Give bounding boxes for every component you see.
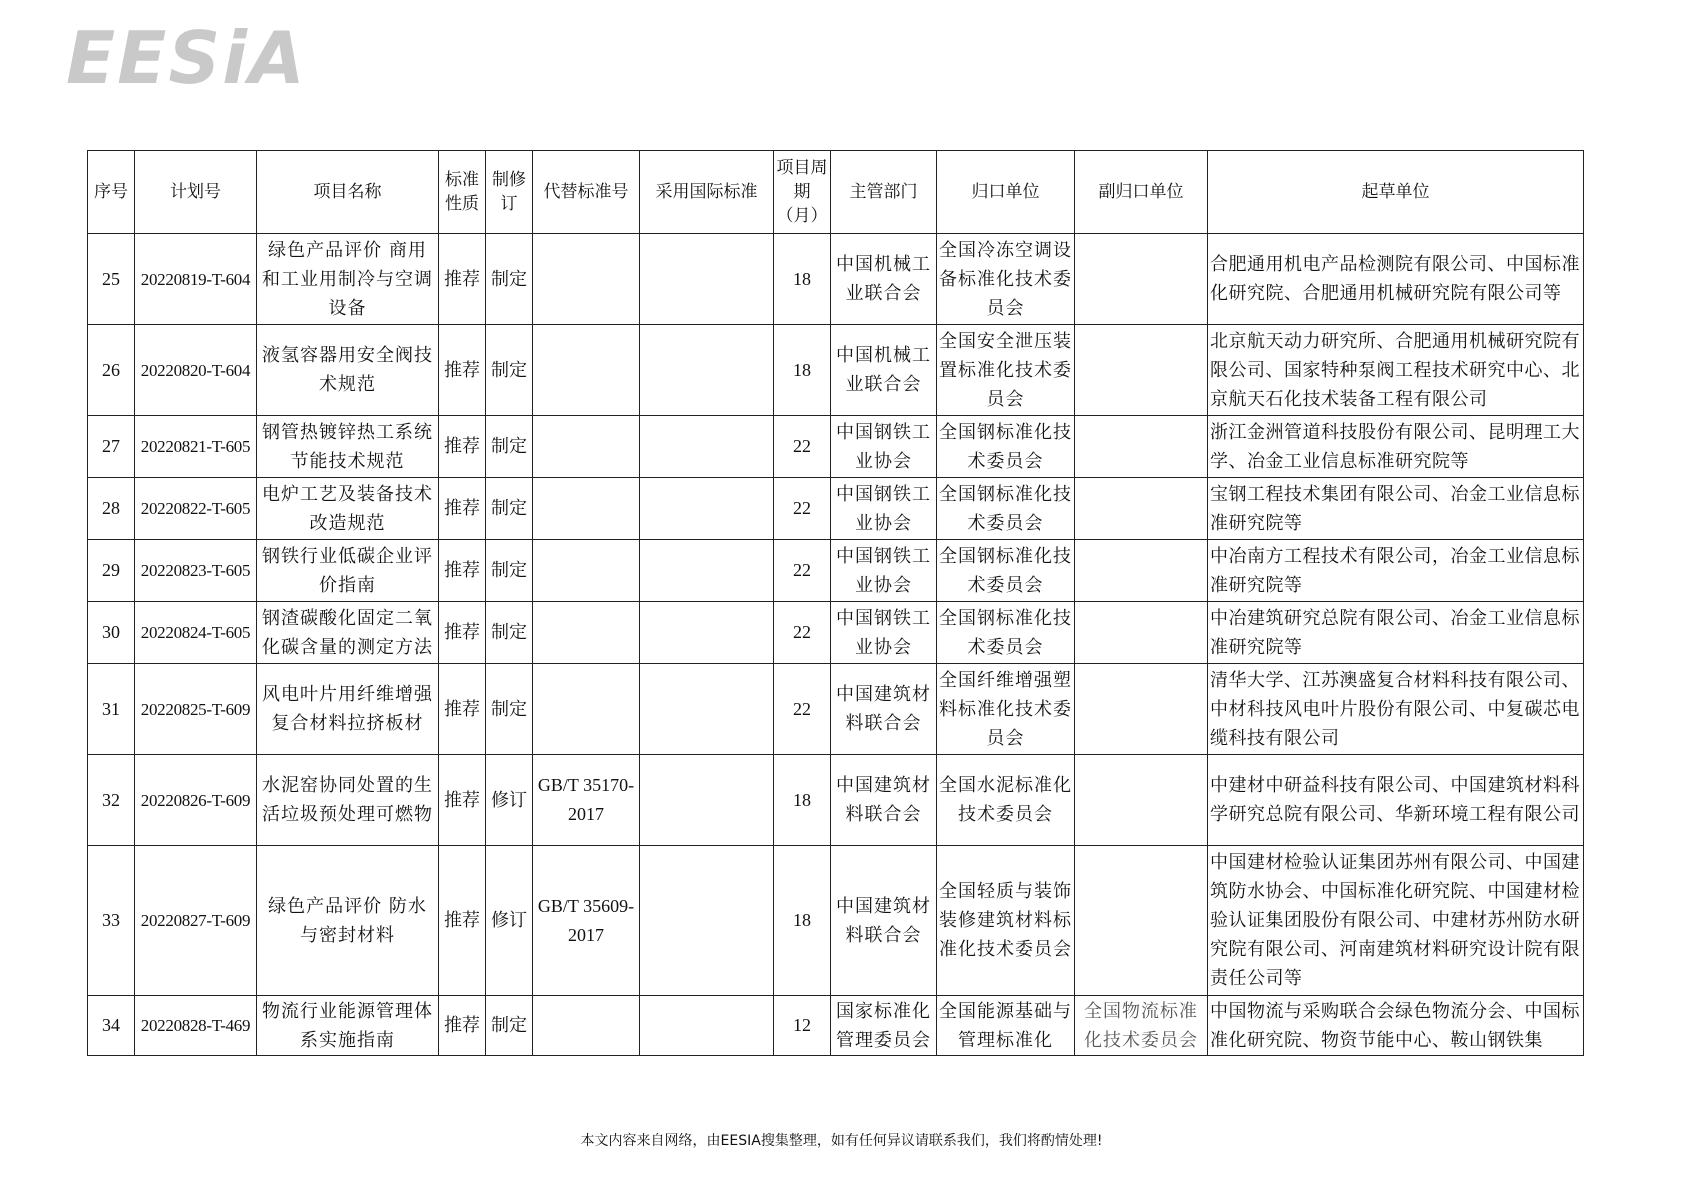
cell-nature: 推荐 xyxy=(439,846,486,996)
cell-unit: 全国水泥标准化技术委员会 xyxy=(937,755,1075,846)
cell-plan: 20220821-T-605 xyxy=(135,416,257,478)
cell-plan: 20220826-T-609 xyxy=(135,755,257,846)
eesia-logo: EESiA xyxy=(66,16,307,100)
cell-num: 28 xyxy=(88,478,135,540)
cell-num: 29 xyxy=(88,540,135,602)
cell-nature: 推荐 xyxy=(439,478,486,540)
cell-num: 30 xyxy=(88,602,135,664)
table-row xyxy=(88,755,1584,846)
header-department: 主管部门 xyxy=(831,151,937,234)
cell-period: 12 xyxy=(774,996,831,1056)
cell-name: 电炉工艺及装备技术改造规范 xyxy=(257,478,439,540)
header-project-name: 项目名称 xyxy=(257,151,439,234)
cell-name: 钢铁行业低碳企业评价指南 xyxy=(257,540,439,602)
header-plan-number: 计划号 xyxy=(135,151,257,234)
cell-dept: 中国钢铁工业协会 xyxy=(831,540,937,602)
cell-dept: 中国机械工业联合会 xyxy=(831,234,937,325)
cell-dept: 中国钢铁工业协会 xyxy=(831,602,937,664)
cell-nature: 推荐 xyxy=(439,234,486,325)
cell-unit: 全国纤维增强塑料标准化技术委员会 xyxy=(937,664,1075,755)
cell-nature: 推荐 xyxy=(439,416,486,478)
cell-nature: 推荐 xyxy=(439,540,486,602)
cell-plan: 20220822-T-605 xyxy=(135,478,257,540)
cell-plan: 20220824-T-605 xyxy=(135,602,257,664)
table-header-row xyxy=(88,151,1584,234)
cell-period: 22 xyxy=(774,602,831,664)
table-row xyxy=(88,846,1584,996)
cell-unit: 全国钢标准化技术委员会 xyxy=(937,478,1075,540)
cell-replace xyxy=(533,325,640,416)
cell-revise: 制定 xyxy=(486,996,533,1056)
cell-replace xyxy=(533,602,640,664)
cell-intl xyxy=(640,416,774,478)
cell-draft: 中国建材检验认证集团苏州有限公司、中国建筑防水协会、中国标准化研究院、中国建材检验认证集团股份有限公司、中建材苏州防水研究院有限公司、河南建筑材料研究设计院有限责任公司等 xyxy=(1208,846,1584,996)
cell-name: 水泥窑协同处置的生活垃圾预处理可燃物 xyxy=(257,755,439,846)
cell-plan: 20220825-T-609 xyxy=(135,664,257,755)
header-drafting-unit: 起草单位 xyxy=(1208,151,1584,234)
cell-num: 26 xyxy=(88,325,135,416)
cell-name: 绿色产品评价 防水与密封材料 xyxy=(257,846,439,996)
cell-replace xyxy=(533,664,640,755)
cell-replace xyxy=(533,416,640,478)
header-nature: 标准性质 xyxy=(439,151,486,234)
cell-subunit xyxy=(1075,478,1208,540)
cell-num: 32 xyxy=(88,755,135,846)
cell-subunit xyxy=(1075,325,1208,416)
cell-name: 钢管热镀锌热工系统节能技术规范 xyxy=(257,416,439,478)
cell-intl xyxy=(640,234,774,325)
table-row xyxy=(88,602,1584,664)
cell-period: 22 xyxy=(774,416,831,478)
cell-revise: 修订 xyxy=(486,846,533,996)
cell-unit: 全国钢标准化技术委员会 xyxy=(937,416,1075,478)
cell-dept: 中国机械工业联合会 xyxy=(831,325,937,416)
cell-draft: 合肥通用机电产品检测院有限公司、中国标准化研究院、合肥通用机械研究院有限公司等 xyxy=(1208,234,1584,325)
table-row xyxy=(88,416,1584,478)
cell-subunit xyxy=(1075,846,1208,996)
cell-revise: 修订 xyxy=(486,755,533,846)
cell-dept: 中国钢铁工业协会 xyxy=(831,478,937,540)
cell-name: 风电叶片用纤维增强复合材料拉挤板材 xyxy=(257,664,439,755)
cell-unit: 全国轻质与装饰装修建筑材料标准化技术委员会 xyxy=(937,846,1075,996)
cell-subunit xyxy=(1075,602,1208,664)
cell-revise: 制定 xyxy=(486,478,533,540)
cell-intl xyxy=(640,602,774,664)
table-row xyxy=(88,325,1584,416)
header-num: 序号 xyxy=(88,151,135,234)
cell-dept: 中国建筑材料联合会 xyxy=(831,846,937,996)
cell-revise: 制定 xyxy=(486,234,533,325)
cell-plan: 20220820-T-604 xyxy=(135,325,257,416)
cell-draft: 清华大学、江苏澳盛复合材料科技有限公司、中材科技风电叶片股份有限公司、中复碳芯电缆科技有限公司 xyxy=(1208,664,1584,755)
cell-unit: 全国冷冻空调设备标准化技术委员会 xyxy=(937,234,1075,325)
cell-plan: 20220828-T-469 xyxy=(135,996,257,1056)
cell-nature: 推荐 xyxy=(439,325,486,416)
cell-period: 18 xyxy=(774,846,831,996)
cell-unit: 全国安全泄压装置标准化技术委员会 xyxy=(937,325,1075,416)
cell-dept: 中国钢铁工业协会 xyxy=(831,416,937,478)
cell-replace xyxy=(533,478,640,540)
cell-num: 34 xyxy=(88,996,135,1056)
cell-name: 物流行业能源管理体系实施指南 xyxy=(257,996,439,1056)
cell-plan: 20220823-T-605 xyxy=(135,540,257,602)
cell-draft: 中冶南方工程技术有限公司，冶金工业信息标准研究院等 xyxy=(1208,540,1584,602)
table-row xyxy=(88,478,1584,540)
header-revise: 制修订 xyxy=(486,151,533,234)
cell-nature: 推荐 xyxy=(439,755,486,846)
cell-draft: 宝钢工程技术集团有限公司、冶金工业信息标准研究院等 xyxy=(1208,478,1584,540)
cell-intl xyxy=(640,478,774,540)
cell-subunit xyxy=(1075,755,1208,846)
cell-subunit xyxy=(1075,416,1208,478)
header-sub-unit: 副归口单位 xyxy=(1075,151,1208,234)
cell-intl xyxy=(640,755,774,846)
cell-dept: 中国建筑材料联合会 xyxy=(831,755,937,846)
header-unit: 归口单位 xyxy=(937,151,1075,234)
cell-num: 27 xyxy=(88,416,135,478)
cell-draft: 中国物流与采购联合会绿色物流分会、中国标准化研究院、物资节能中心、鞍山钢铁集 xyxy=(1208,996,1584,1056)
header-intl-standard: 采用国际标准 xyxy=(640,151,774,234)
cell-unit: 全国能源基础与管理标准化 xyxy=(937,996,1075,1056)
cell-period: 18 xyxy=(774,234,831,325)
footer-disclaimer: 本文内容来自网络，由EESIA搜集整理，如有任何异议请联系我们，我们将酌情处理! xyxy=(580,1133,1103,1149)
cell-replace xyxy=(533,996,640,1056)
cell-draft: 北京航天动力研究所、合肥通用机械研究院有限公司、国家特种泵阀工程技术研究中心、北京航天石化技术装备工程有限公司 xyxy=(1208,325,1584,416)
cell-subunit: 全国物流标准化技术委员会 xyxy=(1075,996,1208,1056)
cell-nature: 推荐 xyxy=(439,664,486,755)
cell-plan: 20220819-T-604 xyxy=(135,234,257,325)
cell-replace: GB/T 35609-2017 xyxy=(533,846,640,996)
cell-draft: 中冶建筑研究总院有限公司、冶金工业信息标准研究院等 xyxy=(1208,602,1584,664)
cell-revise: 制定 xyxy=(486,416,533,478)
header-replace-standard: 代替标准号 xyxy=(533,151,640,234)
table-row xyxy=(88,664,1584,755)
cell-name: 液氢容器用安全阀技术规范 xyxy=(257,325,439,416)
cell-period: 22 xyxy=(774,540,831,602)
cell-unit: 全国钢标准化技术委员会 xyxy=(937,602,1075,664)
cell-intl xyxy=(640,846,774,996)
cell-period: 22 xyxy=(774,478,831,540)
table-row xyxy=(88,540,1584,602)
cell-dept: 国家标准化管理委员会 xyxy=(831,996,937,1056)
cell-name: 绿色产品评价 商用和工业用制冷与空调设备 xyxy=(257,234,439,325)
cell-period: 18 xyxy=(774,755,831,846)
cell-revise: 制定 xyxy=(486,325,533,416)
cell-intl xyxy=(640,540,774,602)
cell-num: 31 xyxy=(88,664,135,755)
standards-plan-table xyxy=(87,150,1584,1056)
table-row xyxy=(88,996,1584,1056)
cell-draft: 浙江金洲管道科技股份有限公司、昆明理工大学、冶金工业信息标准研究院等 xyxy=(1208,416,1584,478)
cell-subunit xyxy=(1075,664,1208,755)
cell-replace xyxy=(533,540,640,602)
cell-name: 钢渣碳酸化固定二氧化碳含量的测定方法 xyxy=(257,602,439,664)
cell-replace xyxy=(533,234,640,325)
table-row xyxy=(88,234,1584,325)
cell-nature: 推荐 xyxy=(439,602,486,664)
cell-intl xyxy=(640,996,774,1056)
cell-period: 22 xyxy=(774,664,831,755)
cell-revise: 制定 xyxy=(486,664,533,755)
cell-nature: 推荐 xyxy=(439,996,486,1056)
cell-plan: 20220827-T-609 xyxy=(135,846,257,996)
cell-num: 25 xyxy=(88,234,135,325)
cell-period: 18 xyxy=(774,325,831,416)
cell-subunit xyxy=(1075,234,1208,325)
cell-dept: 中国建筑材料联合会 xyxy=(831,664,937,755)
cell-replace: GB/T 35170-2017 xyxy=(533,755,640,846)
cell-subunit xyxy=(1075,540,1208,602)
cell-intl xyxy=(640,664,774,755)
cell-revise: 制定 xyxy=(486,540,533,602)
cell-revise: 制定 xyxy=(486,602,533,664)
cell-num: 33 xyxy=(88,846,135,996)
cell-unit: 全国钢标准化技术委员会 xyxy=(937,540,1075,602)
header-period: 项目周期（月） xyxy=(774,151,831,234)
cell-draft: 中建材中研益科技有限公司、中国建筑材料科学研究总院有限公司、华新环境工程有限公司 xyxy=(1208,755,1584,846)
cell-intl xyxy=(640,325,774,416)
